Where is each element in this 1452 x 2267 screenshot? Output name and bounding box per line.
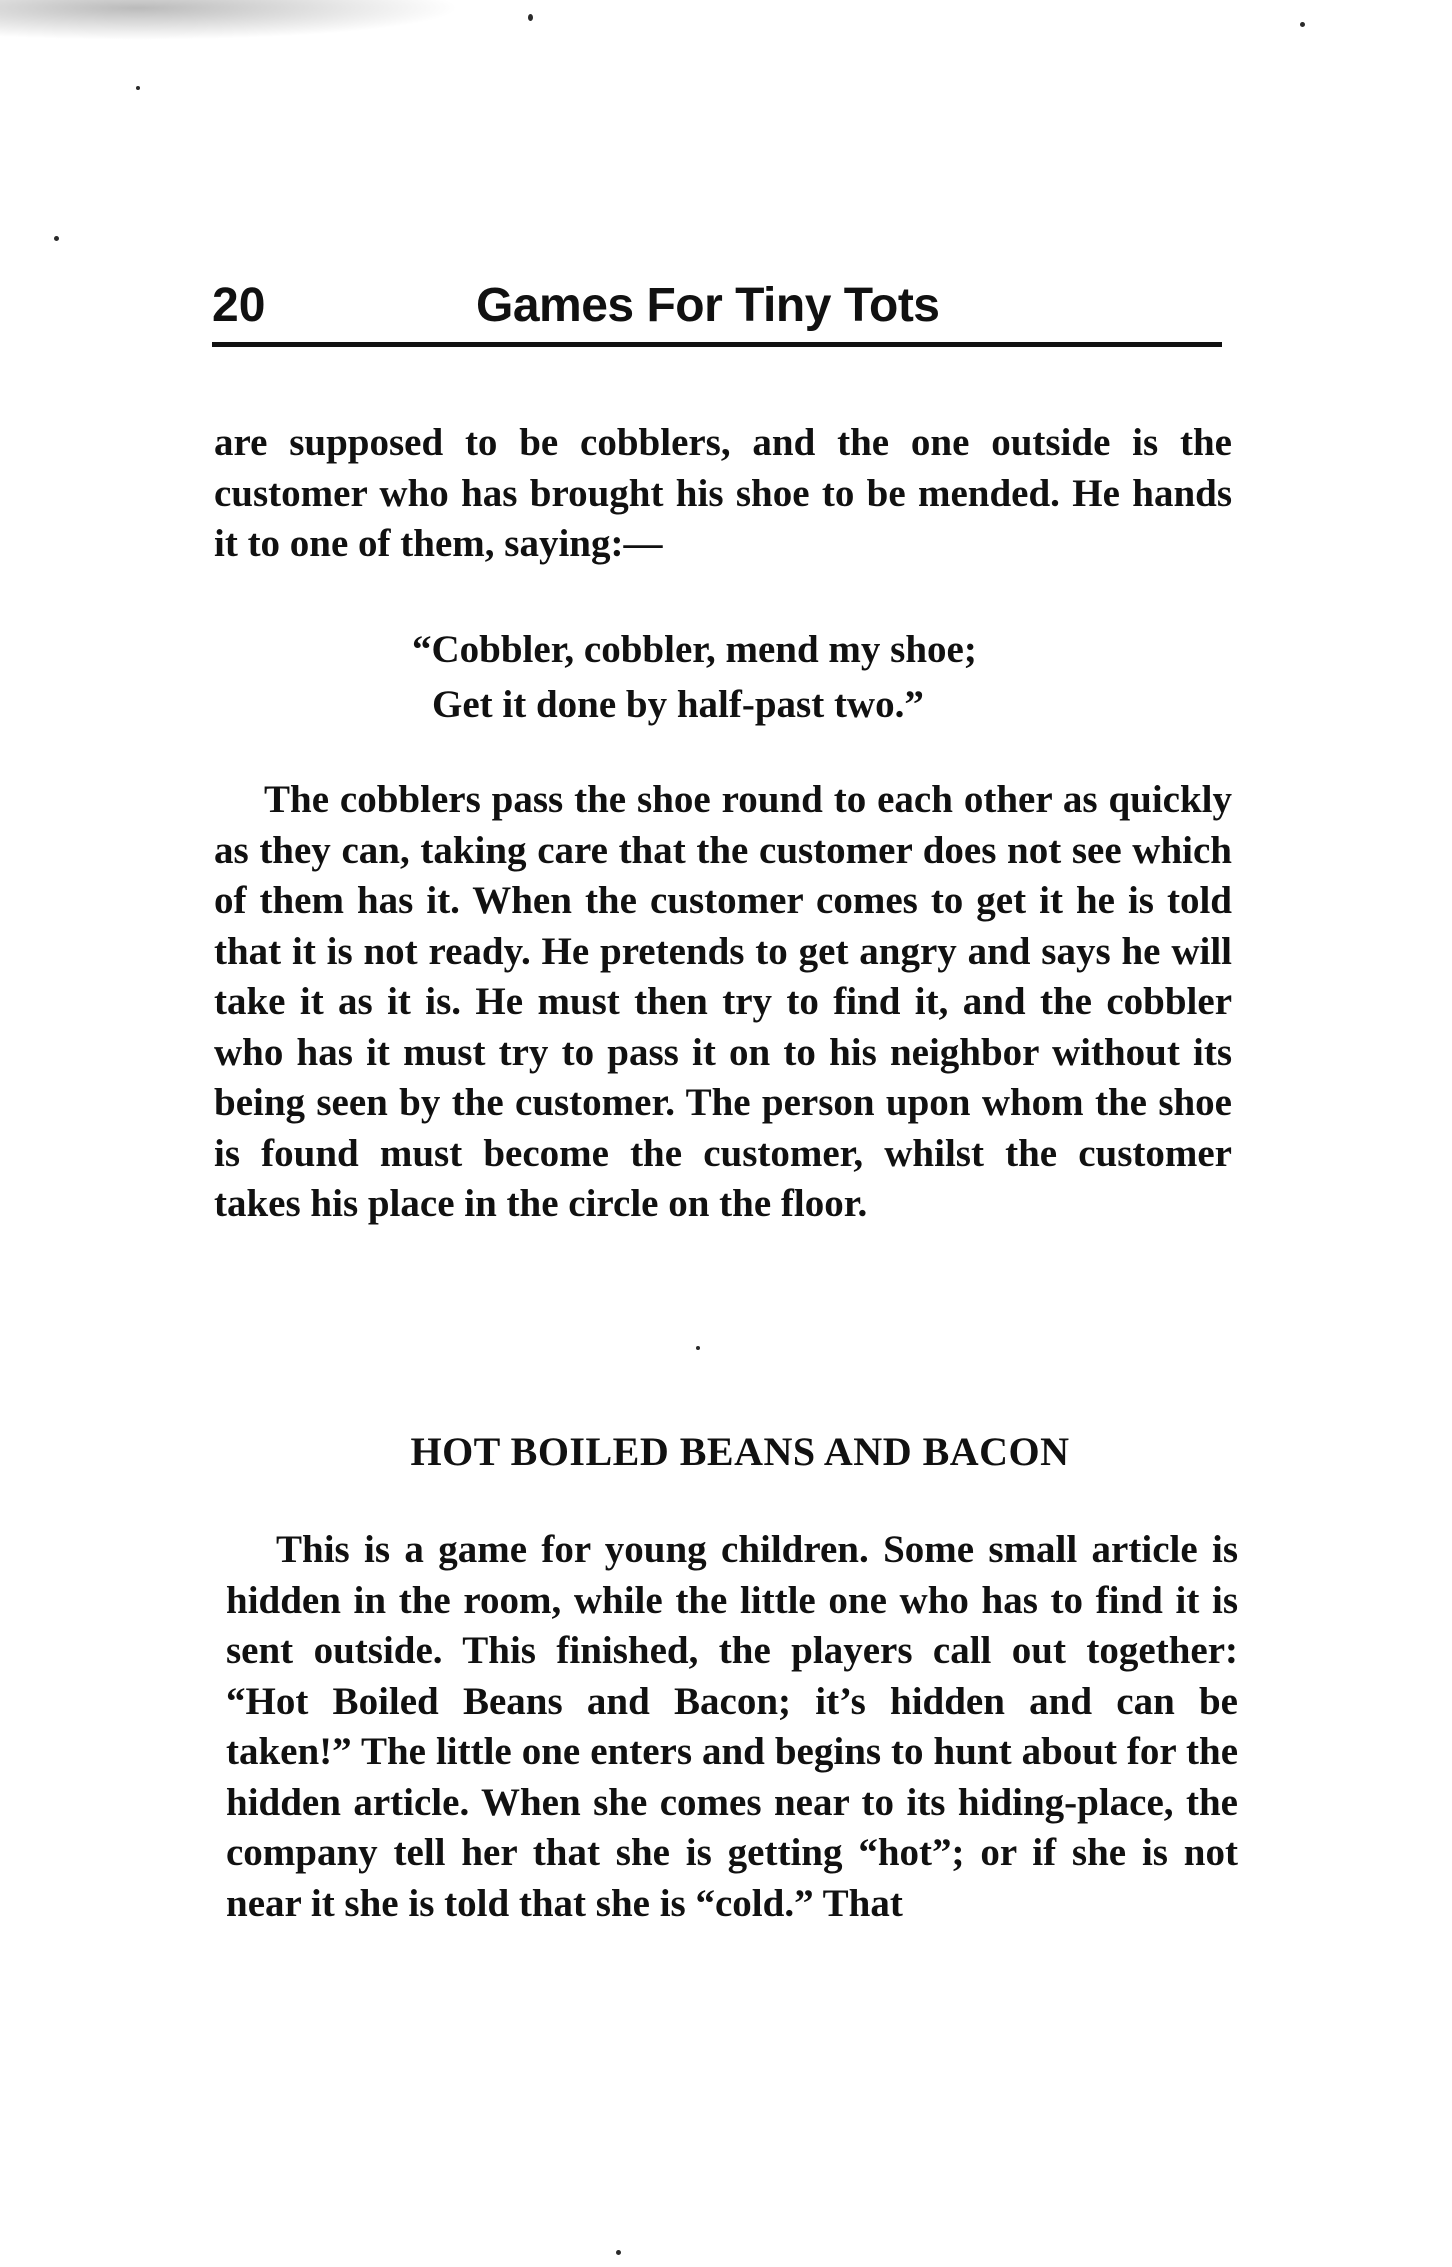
scan-smudge	[0, 0, 460, 40]
paragraph-cobblers: The cobblers pass the shoe round to each other as quickly as they can, taking care that the customer does not see which of them has it. When the customer comes to get it he is told that it is not ready. He pretends to get angry and says he will take it as it is. He must then try to find it, and the cobbler who has it must try to pass it on to his neighbor without its being seen by the customer. The person upon whom the shoe is found must become the customer, whilst the customer takes his place in the circle on the floor.	[214, 778, 1232, 1225]
scan-speck	[1300, 22, 1305, 27]
section-heading: HOT BOILED BEANS AND BACON	[410, 1429, 1070, 1474]
scan-speck	[528, 14, 533, 21]
paragraph-hot-boiled-beans: This is a game for young children. Some small article is hidden in the room, while the little one who has to find it is sent outside. This finished, the players call out together: “Hot Boiled Beans and Bacon; it’s hidden and can be taken!” The little one enters and begins to hunt about for the hidden article. When she comes near to its hiding-place, the company tell her that she is getting “hot”; or if she is not near it she is told that she is “cold.” That	[226, 1528, 1238, 1925]
rhyme-verse	[412, 622, 977, 732]
page-number: 20	[212, 279, 266, 332]
scan-speck	[696, 1346, 700, 1350]
scan-speck	[54, 236, 59, 241]
paragraph-continued: are supposed to be cobblers, and the one outside is the customer who has brought his shoe to be mended. He hands it to one of them, saying:—	[214, 421, 1232, 565]
running-head	[212, 276, 1222, 347]
scan-speck	[136, 86, 140, 90]
verse-line-2: Get it done by half-past two.”	[432, 683, 924, 726]
scan-speck	[616, 2250, 621, 2255]
running-title: Games For Tiny Tots	[476, 279, 940, 332]
verse-line-1: “Cobbler, cobbler, mend my shoe;	[412, 628, 977, 671]
